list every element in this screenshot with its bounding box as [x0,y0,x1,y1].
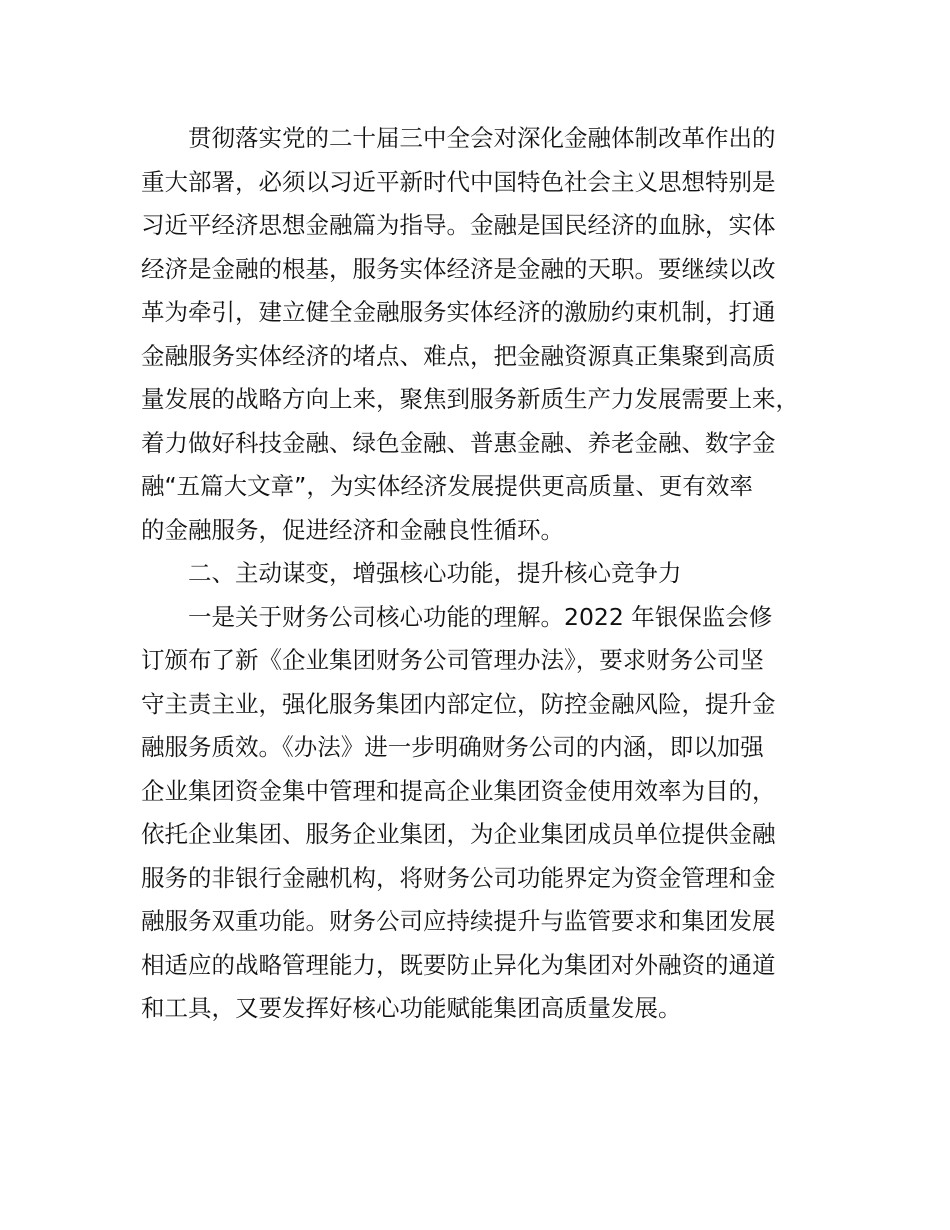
text-line: 守主责主业，强化服务集团内部定位，防控金融风险，提升金 [141,689,776,718]
text-line: 一是关于财务公司核心功能的理解。2022 年银保监会修 [188,602,773,631]
text-line: 融服务双重功能。财务公司应持续提升与监管要求和集团发展 [141,907,776,935]
text-line: 融服务质效。《办法》进一步明确财务公司的内涵，即以加强 [141,733,764,761]
heading-line: 二、主动谋变，增强核心功能，提升核心竞争力 [188,559,682,587]
document-body [141,117,821,1031]
section-heading [141,552,821,596]
text-line: 订颁布了新《企业集团财务公司管理办法》，要求财务公司坚 [141,646,764,674]
paragraph-core-function [141,596,821,1031]
text-line: 金融服务实体经济的堵点、难点，把金融资源真正集聚到高质 [141,341,776,370]
text-line: 依托企业集团、服务企业集团，为企业集团成员单位提供金融 [141,820,776,848]
text-line: 贯彻落实党的二十届三中全会对深化金融体制改革作出的 [188,124,776,152]
text-line: 习近平经济思想金融篇为指导。金融是国民经济的血脉，实体 [141,211,776,239]
text-line: 革为牵引，建立健全金融服务实体经济的激励约束机制，打通 [141,298,776,326]
text-line: 的金融服务，促进经济和金融良性循环。 [141,515,564,544]
text-line: 服务的非银行金融机构，将财务公司功能界定为资金管理和金 [141,863,776,892]
text-line: 经济是金融的根基，服务实体经济是金融的天职。要继续以改 [141,254,776,283]
text-line: 和工具，又要发挥好核心功能赋能集团高质量发展。 [141,994,682,1022]
text-line: 相适应的战略管理能力，既要防止异化为集团对外融资的通道 [141,950,776,979]
text-line: 着力做好科技金融、绿色金融、普惠金融、养老金融、数字金 [141,428,776,457]
paragraph-financial-reform [141,117,821,552]
text-line: 企业集团资金集中管理和提高企业集团资金使用效率为目的， [141,776,776,805]
text-line: 融“五篇大文章”，为实体经济发展提供更高质量、更有效率 [141,472,753,500]
text-line: 量发展的战略方向上来，聚焦到服务新质生产力发展需要上来， [141,385,799,413]
text-line: 重大部署，必须以习近平新时代中国特色社会主义思想特别是 [141,167,776,196]
